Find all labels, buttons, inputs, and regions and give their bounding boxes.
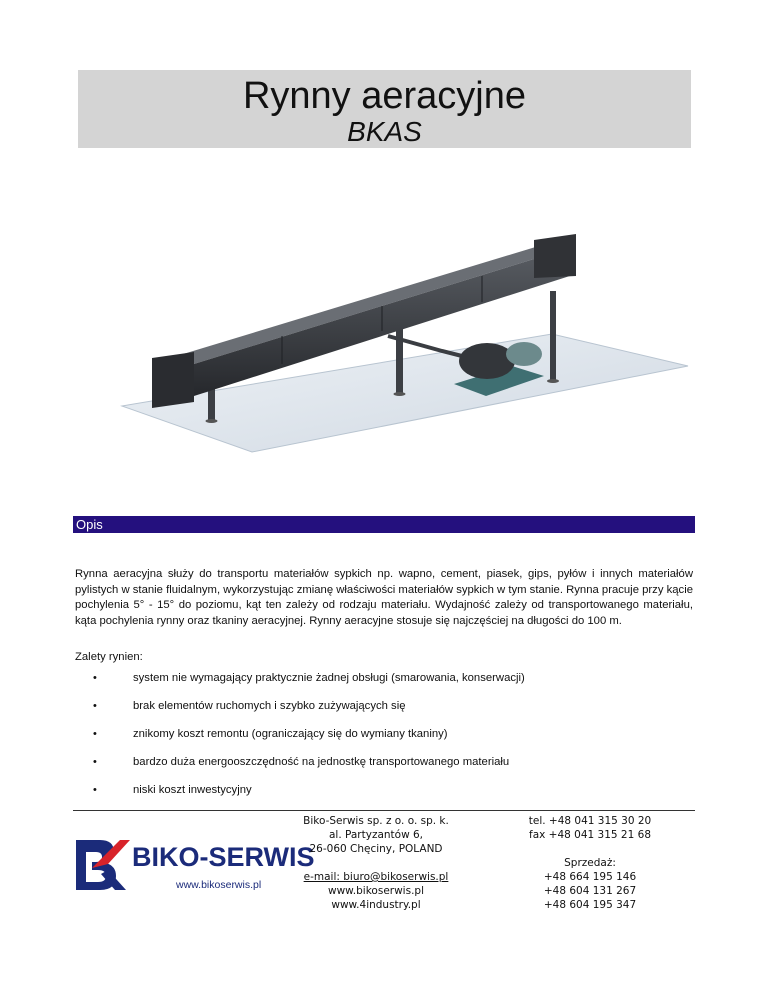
footer-divider [73, 810, 695, 811]
email-link[interactable]: e-mail: biuro@bikoserwis.pl [303, 871, 449, 883]
website-link[interactable]: www.bikoserwis.pl [328, 885, 424, 897]
page-subtitle: BKAS [347, 116, 422, 147]
bullet-icon: • [93, 700, 97, 712]
bullet-icon: • [93, 728, 97, 740]
list-item: • brak elementów ruchomych i szybko zużywających się [93, 700, 406, 712]
list-item: • system nie wymagający praktycznie żadnej obsługi (smarowania, konserwacji) [93, 672, 525, 684]
logo-text: BIKO-SERWIS [132, 842, 315, 872]
support-leg [550, 291, 556, 381]
phone-fax: fax +48 041 315 21 68 [529, 829, 651, 841]
list-item: • niski koszt inwestycyjny [93, 784, 252, 796]
sales-phone: +48 604 131 267 [543, 885, 637, 897]
section-heading-bar: Opis [73, 516, 695, 533]
sales-phone: +48 604 195 347 [543, 899, 637, 911]
title-box [78, 70, 691, 148]
bullet-icon: • [93, 756, 97, 768]
sales-label: Sprzedaż: [564, 857, 616, 869]
blower [459, 343, 515, 379]
advantages-heading: Zalety rynien: [75, 651, 143, 663]
company-name: Biko-Serwis sp. z o. o. sp. k. [303, 815, 449, 827]
phone-tel: tel. +48 041 315 30 20 [528, 815, 652, 827]
phone-block [510, 814, 670, 912]
logo-url: www.bikoserwis.pl [176, 879, 262, 891]
aeration-conveyor-image [82, 206, 688, 496]
support-leg [396, 324, 403, 394]
list-item: • znikomy koszt remontu (ograniczający się do wymiany tkaniny) [93, 728, 448, 740]
street: al. Partyzantów 6, [328, 829, 424, 841]
address-block [276, 814, 476, 912]
sales-phone: +48 664 195 146 [543, 871, 637, 883]
page-title: Rynny aeracyjne [242, 75, 527, 117]
bullet-icon: • [93, 672, 97, 684]
bullet-icon: • [93, 784, 97, 796]
end-hopper [534, 234, 576, 278]
description-text: Rynna aeracyjna służy do transportu materiałów sypkich np. wapno, cement, piasek, gips, pyłów i innych materiałów pylistych w stanie fluidalnym, wykorzystując zmianę właściwości materiałów sypkich w tym stanie. Rynna pracuje przy kącie pochylenia 5° - 15° do poziomu, kąt ten zależy od rodzaju materiału. Wydajność zależy od transportowanego materiału, kąta pochylenia rynny oraz tkaniny aeracyjnej. Rynny aeracyjne stosuje się najczęściej na długości do 100 m. [75, 568, 693, 627]
website-link[interactable]: www.4industry.pl [331, 899, 421, 911]
list-item: • bardzo duża energooszczędność na jednostkę transportowanego materiału [93, 756, 510, 768]
inlet-box [152, 352, 194, 408]
advantages-list [75, 671, 525, 811]
city: 26-060 Chęciny, POLAND [309, 843, 443, 855]
